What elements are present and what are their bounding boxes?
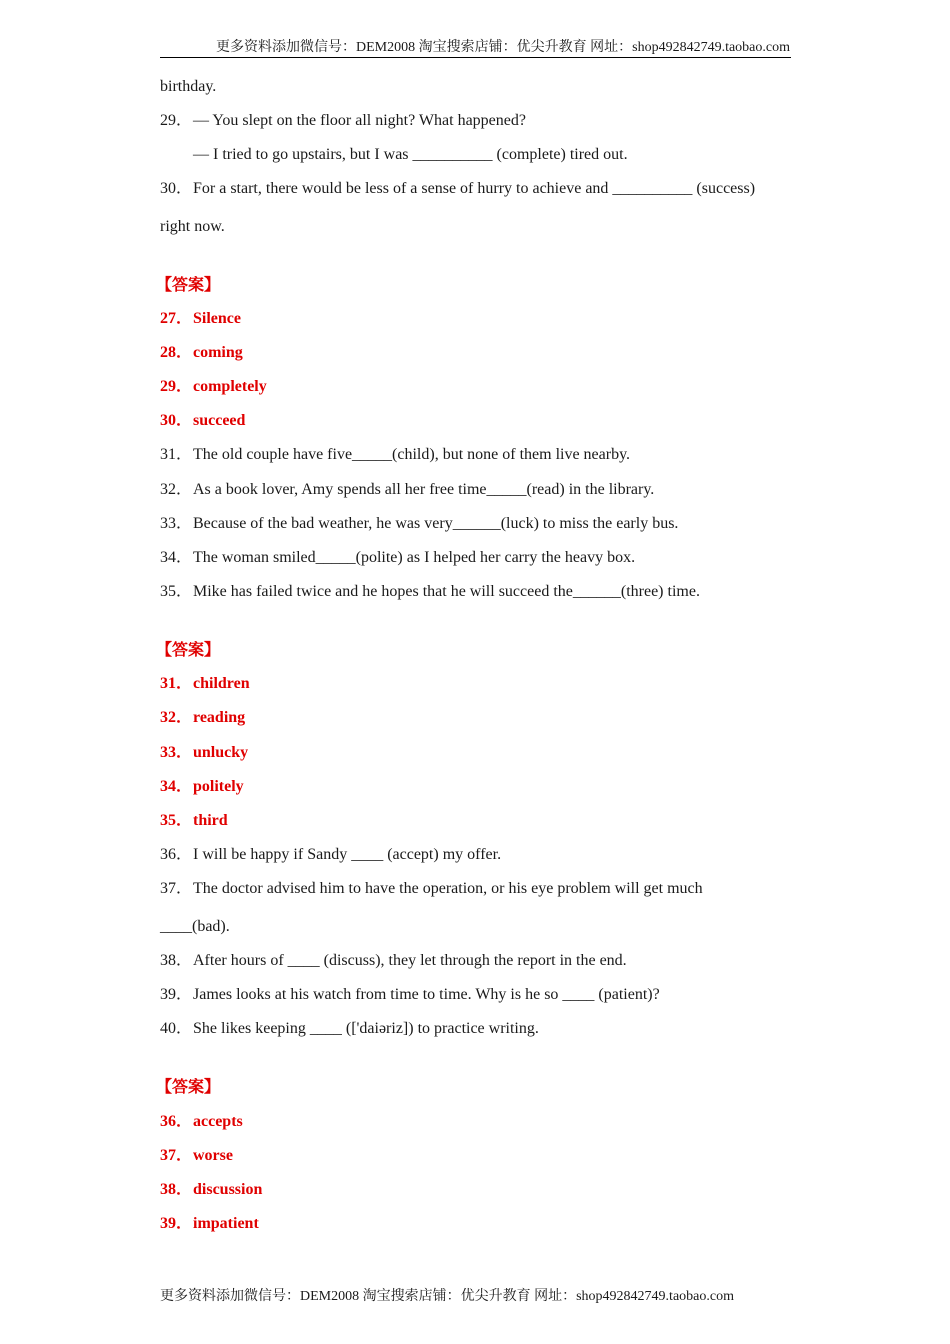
answer-item: 34．politely	[160, 778, 244, 795]
header-divider	[160, 57, 791, 58]
question-32: 32．As a book lover, Amy spends all her free time_____(read) in the library.	[160, 481, 655, 498]
answer-heading: 【答案】	[156, 1079, 221, 1096]
answer-item: 39．impatient	[160, 1215, 259, 1232]
question-31: 31．The old couple have five_____(child), but none of them live nearby.	[160, 446, 631, 463]
answer-item: 33．unlucky	[160, 744, 249, 761]
page-header: 更多资料添加微信号：DEM2008 淘宝搜索店铺：优尖升教育 网址：shop492842749.taobao.com	[216, 40, 790, 55]
question-29	[160, 111, 526, 131]
question-37: 37．The doctor advised him to have the operation, or his eye problem will get much	[160, 880, 703, 897]
answer-item: 36．accepts	[160, 1113, 243, 1130]
question-text: For a start, there would be less of a sense of hurry to achieve and __________ (success)	[193, 180, 756, 197]
answer-heading: 【答案】	[156, 277, 221, 294]
answer-heading: 【答案】	[156, 642, 221, 659]
question-text: — You slept on the floor all night? What happened?	[193, 112, 526, 129]
answer-item: 38．discussion	[160, 1181, 263, 1198]
question-number: 30．	[160, 180, 193, 197]
answer-item: 32．reading	[160, 709, 246, 726]
answer-item: 35．third	[160, 812, 228, 829]
answer-item: 31．children	[160, 675, 250, 692]
continuation-text: birthday.	[160, 78, 217, 95]
question-39: 39．James looks at his watch from time to time. Why is he so ____ (patient)?	[160, 986, 660, 1003]
question-30	[160, 179, 755, 199]
question-38: 38．After hours of ____ (discuss), they let through the report in the end.	[160, 952, 627, 969]
question-29-reply: — I tried to go upstairs, but I was __________ (complete) tired out.	[193, 146, 628, 163]
answer-item: 30．succeed	[160, 412, 246, 429]
question-37-continuation: ____(bad).	[160, 918, 230, 935]
answer-item: 37．worse	[160, 1147, 233, 1164]
answer-item: 29．completely	[160, 378, 267, 395]
question-40: 40．She likes keeping ____ (['daiəriz]) to practice writing.	[160, 1020, 539, 1037]
question-30-continuation: right now.	[160, 218, 225, 235]
page-footer: 更多资料添加微信号：DEM2008 淘宝搜索店铺：优尖升教育 网址：shop492842749.taobao.com	[160, 1289, 734, 1304]
question-33: 33．Because of the bad weather, he was very______(luck) to miss the early bus.	[160, 515, 679, 532]
answer-item: 28．coming	[160, 344, 243, 361]
question-34: 34．The woman smiled_____(polite) as I helped her carry the heavy box.	[160, 549, 636, 566]
question-36: 36．I will be happy if Sandy ____ (accept) my offer.	[160, 846, 502, 863]
answer-item: 27．Silence	[160, 310, 241, 327]
question-35: 35．Mike has failed twice and he hopes that he will succeed the______(three) time.	[160, 583, 700, 600]
question-number: 29．	[160, 112, 193, 129]
